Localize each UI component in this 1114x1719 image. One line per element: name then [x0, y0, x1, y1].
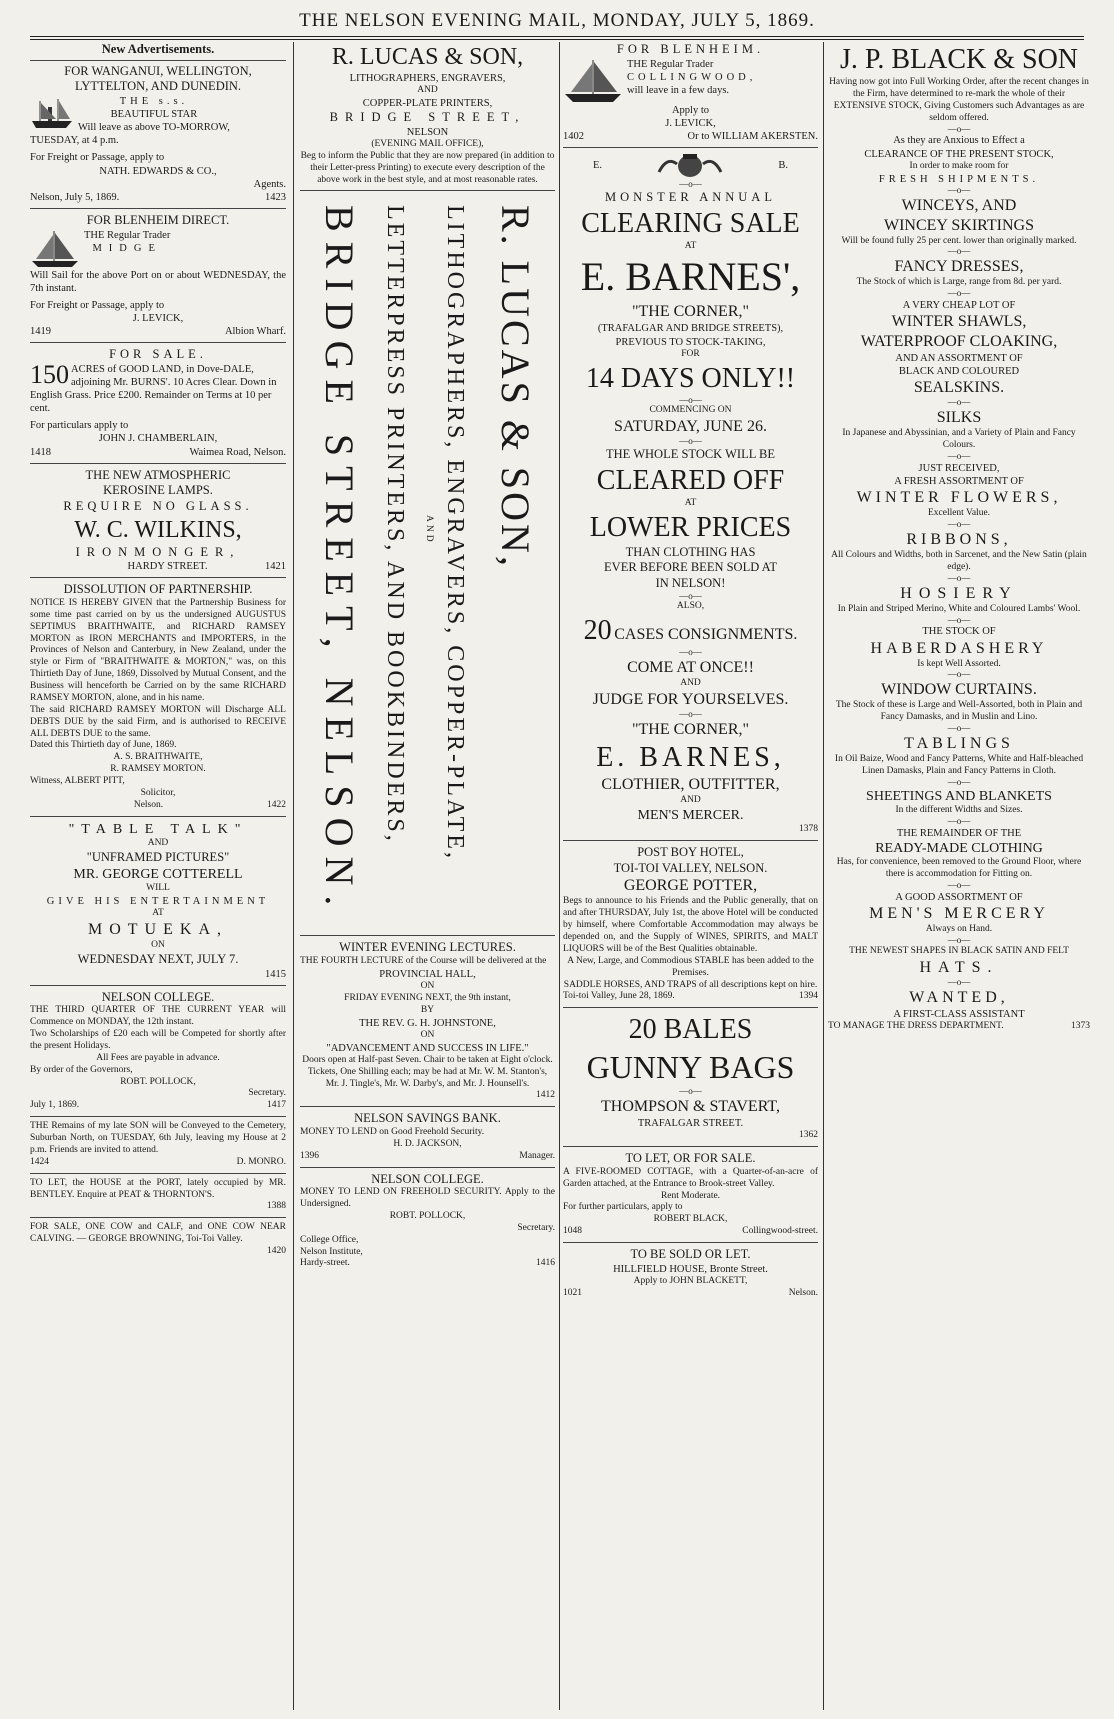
ad-gunny-bags: [563, 1012, 818, 1147]
column-4: [828, 42, 1090, 1712]
ad-line: For Freight or Passage, apply to: [30, 299, 165, 311]
divider: —o—: [947, 184, 971, 195]
ad-line: AND: [417, 85, 438, 96]
column-3: [563, 42, 818, 1712]
ad-line: A VERY CHEAP LOT OF: [902, 300, 1016, 312]
ad-heading: GIVE HIS ENTERTAINMENT: [46, 896, 270, 907]
ad-funeral: [30, 1121, 286, 1174]
signature: R. RAMSEY MORTON.: [110, 764, 206, 775]
ad-jp-black-son: [828, 42, 1090, 1037]
ad-text: MONEY TO LEND ON FREEHOLD SECURITY. Apply to the Undersigned.: [300, 1187, 555, 1209]
ad-heading: "TABLE TALK": [68, 821, 248, 837]
ad-heading: CASES CONSIGNMENTS.: [614, 626, 798, 644]
ad-text: NOTICE IS HEREBY GIVEN that the Partnership Business for some time past carried on by us the undersigned AUGUSTUS SEPTIMUS BRAITHWAITE, and RICHARD RAMSEY MORTON as IRON MERCHANTS and IMPORTERS, in the Provinces of Nelson and Canterbury, in New Zealand, under the style or Firm of "BRAITHWAITE & MORTON," was, on this Thirtieth Day of June, 1869, Dissolved by Mutual Consent, and the Business will henceforth be Carried on by the same RICHARD RAMSEY MORTON, alone, and in his name.: [30, 597, 286, 703]
ad-line: TO MANAGE THE DRESS DEPARTMENT.: [828, 1020, 1004, 1031]
vertical-line: LETTERPRESS PRINTERS, AND BOOKBINDERS,: [382, 205, 408, 845]
product-heading: MEN'S MERCERY: [869, 905, 1049, 923]
ad-heading: LYTTELTON, AND DUNEDIN.: [74, 79, 242, 94]
ad-line: THE STOCK OF: [922, 626, 996, 638]
lecturer: THE REV. G. H. JOHNSTONE,: [359, 1017, 496, 1029]
ad-line: Apply to JOHN BLACKETT,: [633, 1275, 748, 1286]
ad-heading: DISSOLUTION OF PARTNERSHIP.: [63, 582, 253, 597]
merchant-name: W. C. WILKINS,: [74, 516, 242, 543]
divider: —o—: [947, 572, 971, 583]
ad-line: Nelson.: [788, 1287, 818, 1298]
ad-line: Waimea Road, Nelson.: [189, 446, 286, 458]
initial: E.: [593, 160, 603, 172]
headline: CLEARED OFF: [596, 464, 785, 496]
ad-heading: CLOTHIER, OUTFITTER,: [601, 775, 780, 793]
big-number: 150: [30, 362, 69, 389]
ad-number: 1378: [799, 824, 818, 835]
ad-footer: [300, 1258, 555, 1270]
ad-footer: [30, 191, 286, 204]
ad-nelson-college: [30, 990, 286, 1118]
ad-line: THE NEWEST SHAPES IN BLACK SATIN AND FELT: [849, 945, 1069, 956]
firm-name: J. P. BLACK & SON: [839, 44, 1079, 75]
initial: B.: [778, 160, 788, 172]
divider: —o—: [947, 935, 971, 946]
ad-line: Apply to: [671, 104, 710, 116]
ad-number: 1421: [264, 561, 286, 573]
product-heading: FANCY DRESSES,: [894, 258, 1024, 276]
divider: —o—: [947, 669, 971, 680]
ad-date: Toi-toi Valley, June 28, 1869.: [563, 991, 675, 1002]
divider: —o—: [679, 436, 702, 447]
product-heading: WINCEYS, AND: [901, 196, 1017, 214]
agent-name: J. LEVICK,: [132, 312, 184, 324]
ad-number: 1418: [30, 446, 51, 458]
ad-heading: POST BOY HOTEL,: [637, 845, 744, 860]
ad-heading: COPPER-PLATE PRINTERS,: [362, 98, 493, 109]
ad-heading: "THE CORNER,": [631, 720, 750, 738]
headline: E. BARNES',: [580, 254, 801, 300]
ad-text: THE FOURTH LECTURE of the Course will be delivered at the: [300, 956, 547, 966]
vertical-line: R. LUCAS & SON,: [493, 205, 538, 570]
ad-line: Agents.: [253, 178, 286, 190]
product-heading: HABERDASHERY: [870, 639, 1048, 657]
ad-text: HILLFIELD HOUSE, Bronte Street.: [613, 1263, 768, 1275]
ad-heading: NELSON COLLEGE.: [101, 989, 215, 1004]
ad-cottage: [563, 1151, 818, 1243]
ad-post-boy-hotel: [563, 845, 818, 1008]
ad-number: 1362: [799, 1130, 818, 1141]
signature: D. MONRO.: [236, 1156, 286, 1167]
event-date: FRIDAY EVENING NEXT, the 9th instant,: [344, 992, 511, 1003]
ad-heading: MEN'S MERCER.: [637, 807, 744, 823]
ad-heading: COME AT ONCE!!: [627, 659, 754, 677]
sailing-ship-icon: [563, 58, 623, 104]
vertical-line: AND: [423, 515, 434, 545]
ad-heading: MONSTER ANNUAL: [605, 189, 776, 204]
ad-heading: THE NEW ATMOSPHERIC: [85, 467, 231, 482]
ad-number: 1021: [563, 1287, 582, 1298]
ad-line: By order of the Governors,: [30, 1064, 133, 1075]
ad-text: SADDLE HORSES, AND TRAPS of all descriptions kept on hire.: [563, 979, 818, 990]
ad-line: EVER BEFORE BEEN SOLD AT: [604, 560, 777, 575]
monogram-row: [563, 152, 818, 180]
ad-text: Is kept Well Assorted.: [917, 658, 1001, 669]
ad-text: A New, Large, and Commodious STABLE has been added to the Premises.: [567, 955, 814, 978]
ad-line: Solicitor,: [140, 787, 176, 798]
product-heading: WATERPROOF CLOAKING,: [860, 333, 1058, 351]
ad-savings-bank: [300, 1111, 555, 1167]
ad-text: A FIVE-ROOMED COTTAGE, with a Quarter-of-an-acre of Garden attached, at the Entrance to Brook-street Valley.: [563, 1166, 818, 1189]
ad-text: In the different Widths and Sizes.: [895, 805, 1023, 816]
ad-text: The Stock of these is Large and Well-Assorted, both in Plain and Fancy Damasks, and in Muslin and Lino.: [835, 700, 1083, 723]
ad-heading: REQUIRE NO GLASS.: [63, 498, 253, 513]
agent-name: ROBERT BLACK,: [653, 1214, 728, 1225]
ad-text: Begs to announce to his Friends and the Public generally, that on and after THURSDAY, July 1st, the above Hotel will be conducted by himself, where Comfortable Accommodation may always be depended on, and the Supply of WINES, SPIRITS, and MALT LIQUORS will be of the Best Qualities obtainable.: [563, 896, 818, 954]
ad-footer: [300, 1151, 555, 1163]
ad-line: FOR: [681, 348, 700, 359]
ad-text: Will Sail for the above Port on or about WEDNESDAY, the 7th instant.: [30, 269, 286, 294]
ad-footer: [30, 446, 286, 459]
headline: GUNNY BAGS: [586, 1049, 795, 1086]
ad-text: Two Scholarships of £20 each will be Competed for shortly after the present Holidays.: [30, 1029, 286, 1051]
ad-line: College Office,: [300, 1234, 359, 1245]
ad-line: TUESDAY, at 4 p.m.: [30, 135, 119, 147]
ad-dissolution: [30, 582, 286, 816]
ad-for-sale-land: [30, 347, 286, 464]
ad-line: COMMENCING ON: [649, 405, 732, 416]
product-heading: SEALSKINS.: [913, 379, 1005, 397]
sailing-ship-icon: [30, 229, 80, 269]
divider: —o—: [947, 519, 971, 530]
ad-line: In order to make room for: [909, 160, 1009, 171]
ad-number: 1396: [300, 1150, 319, 1161]
ship-name: MIDGE: [92, 242, 162, 254]
divider: —o—: [679, 647, 702, 658]
section-heading: New Advertisements.: [30, 42, 286, 61]
event-date: WEDNESDAY NEXT, JULY 7.: [77, 951, 239, 966]
ad-number: 1412: [536, 1090, 555, 1101]
lecture-topic: "ADVANCEMENT AND SUCCESS IN LIFE.": [326, 1042, 529, 1054]
ad-table-talk: [30, 821, 286, 986]
ad-line: NELSON: [406, 126, 449, 138]
signature: ROBT. POLLOCK,: [120, 1076, 196, 1087]
divider: —o—: [679, 709, 702, 720]
ad-text: MONEY TO LEND on Good Freehold Security.: [300, 1126, 485, 1137]
ad-footer: [30, 1100, 286, 1112]
ad-line: AND AN ASSORTMENT OF: [895, 353, 1023, 365]
product-heading: HOSIERY: [900, 584, 1018, 602]
ad-line: For further particulars, apply to: [563, 1202, 683, 1213]
agent-name: JOHN J. CHAMBERLAIN,: [98, 433, 218, 445]
ad-heading: "THE CORNER,": [631, 303, 750, 321]
ad-text: Excellent Value.: [927, 508, 991, 519]
ad-line: AND: [147, 838, 169, 849]
ship-name: COLLINGWOOD,: [627, 71, 757, 83]
ad-heading: SATURDAY, JUNE 26.: [614, 418, 767, 436]
ad-line: ON: [420, 981, 435, 991]
ad-line: Rent Moderate.: [660, 1190, 721, 1201]
ad-line: Witness, ALBERT PITT,: [30, 776, 125, 786]
ad-text: In Plain and Striped Merino, White and Coloured Lambs' Wool.: [837, 603, 1081, 614]
vertical-line: LITHOGRAPHERS, ENGRAVERS, COPPER-PLATE,: [442, 205, 468, 862]
ad-text: The said RICHARD RAMSEY MORTON will Discharge ALL DEBTS DUE by the said Firm, and is authorised to RECEIVE ALL DEBTS DUE to the same.: [30, 704, 286, 739]
column-rule: [559, 42, 560, 1710]
ad-line: A GOOD ASSORTMENT OF: [895, 892, 1023, 904]
ad-text: ACRES of GOOD LAND, in Dove-DALE, adjoining Mr. BURNS'. 10 Acres Clear. Down in English Grass. Price £200. Remainder on Terms at 10 per cent.: [30, 363, 277, 415]
ad-footer: [30, 325, 286, 338]
divider: —o—: [679, 1086, 702, 1097]
firm-name: R. LUCAS & SON,: [331, 44, 524, 70]
signature: H. D. JACKSON,: [393, 1138, 462, 1149]
ad-footer: [30, 1157, 286, 1169]
ad-barnes-sale: [563, 152, 818, 841]
ad-number: 1424: [30, 1156, 49, 1167]
ad-text: Will be found fully 25 per cent. lower than originally marked.: [841, 235, 1077, 246]
ad-line: Will leave as above TO-MORROW,: [78, 122, 230, 134]
ad-heading: FRESH SHIPMENTS.: [878, 173, 1040, 185]
vertical-line: BRIDGE STREET, NELSON.: [317, 205, 362, 916]
ad-text: All Colours and Widths, both in Sarcenet, and the New Satin (plain edge).: [831, 549, 1087, 572]
divider: —o—: [679, 179, 702, 189]
ad-heading: WANTED,: [909, 988, 1009, 1006]
masthead: THE NELSON EVENING MAIL, MONDAY, JULY 5, 1869.: [30, 10, 1084, 40]
venue: MOTUEKA,: [88, 921, 228, 938]
product-heading: TABLINGS: [904, 734, 1014, 752]
ad-body: [563, 58, 818, 104]
ad-line: Collingwood-street.: [742, 1226, 818, 1237]
column-rule: [823, 42, 824, 1710]
ad-footer: [563, 1288, 818, 1300]
headline: 14 DAYS ONLY!!: [585, 362, 796, 394]
steamship-icon: [30, 95, 74, 131]
ad-line: AT: [152, 908, 164, 919]
ad-line: THE REMAINDER OF THE: [896, 827, 1022, 839]
ad-line: AT: [684, 240, 697, 251]
divider: —o—: [947, 397, 971, 408]
ad-line: THAN CLOTHING HAS: [625, 544, 756, 559]
ad-heading: TOI-TOI VALLEY, NELSON.: [613, 860, 768, 875]
ad-line: TRAFALGAR STREET.: [637, 1118, 744, 1130]
ad-heading: NELSON SAVINGS BANK.: [354, 1111, 501, 1126]
ad-footer: [563, 130, 818, 143]
ad-text: THE Remains of my late SON will be Conveyed to the Cemetery, Suburban North, on TUESDAY, 6th July, leaving my House at 2 p.m. Friends are invited to attend.: [30, 1121, 286, 1155]
divider: —o—: [947, 123, 971, 134]
ad-heading: FOR BLENHEIM.: [616, 42, 765, 56]
ad-line: (TRAFALGAR AND BRIDGE STREETS),: [597, 323, 784, 335]
ad-line: ALSO,: [676, 601, 705, 612]
ad-line: Albion Wharf.: [224, 326, 286, 337]
ad-number: 1394: [799, 991, 818, 1002]
proprietor-name: GEORGE POTTER,: [623, 877, 758, 895]
ad-heading: CLEARANCE OF THE PRESENT STOCK,: [864, 148, 1054, 160]
ad-line: WILL: [146, 883, 170, 894]
headline: LOWER PRICES: [589, 511, 792, 543]
ad-heading: LITHOGRAPHERS, ENGRAVERS,: [349, 73, 506, 84]
ad-line: Nelson.: [133, 799, 164, 810]
ad-house-to-let: [30, 1178, 286, 1219]
ad-heading: "UNFRAMED PICTURES": [86, 850, 230, 864]
ad-winter-lectures: [300, 940, 555, 1107]
ad-line: THE Regular Trader: [627, 58, 714, 70]
ad-line: AND: [680, 794, 701, 805]
ad-date: Nelson, July 5, 1869.: [30, 191, 120, 203]
agent-name: Or to WILLIAM AKERSTEN.: [687, 130, 818, 142]
ad-number: 1415: [265, 968, 286, 980]
ad-footer: [30, 560, 286, 573]
ad-line: Manager.: [519, 1150, 555, 1161]
ad-line: Hardy-street.: [300, 1258, 350, 1269]
ad-line: Secretary.: [248, 1088, 286, 1099]
ad-footer: [30, 800, 286, 812]
ad-line: Nelson Institute,: [300, 1246, 363, 1257]
ad-heading: BRIDGE STREET,: [329, 110, 526, 125]
column-rule: [293, 42, 294, 1710]
ad-lucas-son: [300, 42, 555, 191]
ad-text: Beg to inform the Public that they are now prepared (in addition to their Letter-press Printing) to execute every description of the above work in the best style, and at most reasonable rates.: [300, 150, 555, 185]
merchant-name: THOMPSON & STAVERT,: [601, 1098, 780, 1116]
ad-line: (EVENING MAIL OFFICE),: [371, 138, 484, 149]
ad-line: Secretary.: [517, 1222, 555, 1233]
big-number: 20: [583, 615, 612, 647]
product-heading: WINTER SHAWLS,: [891, 313, 1027, 331]
ad-line: As they are Anxious to Effect a: [893, 135, 1025, 147]
ad-text: Having now got into Full Working Order, after the recent changes in the Firm, have determined to re-mark the whole of their EXTENSIVE STOCK, Giving Customers such Advantages as are seldom offered.: [829, 77, 1089, 123]
ad-number: 1373: [1071, 1020, 1090, 1031]
ad-cow-for-sale: [30, 1222, 286, 1262]
ad-heading: JUDGE FOR YOURSELVES.: [592, 691, 789, 709]
ad-heading: TO BE SOLD OR LET.: [630, 1247, 751, 1262]
performer-name: MR. GEORGE COTTERELL: [73, 866, 243, 882]
ad-date: July 1, 1869.: [30, 1100, 80, 1111]
product-heading: HATS.: [919, 958, 999, 976]
ad-line: All Fees are payable in advance.: [96, 1052, 220, 1063]
ad-blenheim-collingwood: [563, 42, 818, 148]
ad-text: Always on Hand.: [925, 924, 993, 935]
divider: —o—: [947, 815, 971, 826]
ad-number: 1417: [267, 1100, 286, 1111]
divider: —o—: [947, 288, 971, 299]
ad-line: THE Regular Trader: [84, 229, 171, 241]
ad-blenheim-direct: [30, 213, 286, 343]
ad-text: FOR SALE, ONE COW and CALF, and ONE COW NEAR CALVING. — GEORGE BROWNING, Toi-Toi Valley.: [30, 1222, 286, 1245]
divider: —o—: [947, 723, 971, 734]
divider: —o—: [679, 394, 702, 405]
ad-number: 1402: [563, 130, 584, 142]
product-heading: WINTER FLOWERS,: [856, 489, 1062, 507]
ad-line: ON: [151, 940, 165, 950]
product-heading: SILKS: [936, 409, 982, 427]
headline: [563, 613, 818, 648]
ad-number: 1419: [30, 326, 51, 337]
ad-footer: [563, 1226, 818, 1238]
ad-line: IN NELSON!: [655, 575, 726, 590]
ad-body: [30, 95, 286, 134]
ad-number: 1048: [563, 1226, 582, 1237]
ad-body: [30, 363, 286, 416]
venue: PROVINCIAL HALL,: [379, 968, 476, 980]
divider: —o—: [947, 451, 971, 462]
column-2: [300, 42, 555, 1712]
divider: —o—: [947, 246, 971, 257]
column-1: [30, 42, 286, 1712]
product-heading: WINCEY SKIRTINGS: [884, 216, 1034, 234]
ad-heading: IRONMONGER,: [75, 544, 241, 559]
ad-heading: FOR SALE.: [109, 347, 207, 362]
ad-line: THE s.s.: [119, 95, 189, 107]
crest-icon: [655, 152, 725, 180]
ad-number: 1388: [267, 1201, 286, 1212]
ad-college-loans: [300, 1172, 555, 1275]
ad-line: For Freight or Passage, apply to: [30, 152, 165, 164]
ad-text: THE THIRD QUARTER OF THE CURRENT YEAR will Commence on MONDAY, the 12th instant.: [30, 1005, 286, 1028]
ad-text: TO LET, the HOUSE at the PORT, lately occupied by MR. BENTLEY. Enquire at PEAT & THORNTON'S.: [30, 1177, 286, 1200]
ad-line: BLACK AND COLOURED: [898, 366, 1020, 378]
ad-line: JUST RECEIVED,: [918, 462, 1000, 474]
ad-heading: FOR BLENHEIM DIRECT.: [86, 212, 230, 227]
ship-name: BEAUTIFUL STAR: [110, 109, 198, 120]
product-heading: SHEETINGS AND BLANKETS: [866, 788, 1052, 804]
divider: —o—: [947, 880, 971, 891]
product-heading: WINDOW CURTAINS.: [881, 681, 1037, 699]
ad-text: In Japanese and Abyssinian, and a Variety of Plain and Fancy Colours.: [842, 428, 1076, 451]
ad-footer: [828, 1021, 1090, 1033]
ad-line: HARDY STREET.: [127, 561, 208, 573]
ad-text: The Stock of which is Large, range from 8d. per yard.: [856, 277, 1062, 288]
ad-number: 1420: [267, 1246, 286, 1256]
divider: —o—: [947, 614, 971, 625]
ad-number: 1422: [266, 799, 286, 810]
signature: A. S. BRAITHWAITE,: [113, 752, 203, 763]
ad-heading: THE WHOLE STOCK WILL BE: [606, 447, 775, 462]
ad-number: 1423: [265, 191, 286, 203]
ad-line: ON: [420, 1029, 435, 1040]
agent-name: J. LEVICK,: [665, 117, 716, 129]
vertical-advertisement: [300, 195, 555, 936]
product-heading: READY-MADE CLOTHING: [875, 840, 1043, 856]
ad-line: AT: [684, 497, 697, 508]
ad-hillfield: [563, 1247, 818, 1304]
divider: —o—: [947, 976, 971, 987]
ad-heading: NELSON COLLEGE.: [371, 1171, 484, 1186]
ad-heading: TO LET, OR FOR SALE.: [625, 1151, 756, 1166]
ad-line: For particulars apply to: [30, 420, 129, 432]
ad-text: Tickets, One Shilling each; may be had at Mr. W. M. Stanton's, Mr. J. Tingle's, Mr. W. Darby's, and Mr. J. Hounsell's.: [307, 1066, 548, 1089]
ad-kerosine-lamps: [30, 468, 286, 579]
ad-footer: [563, 991, 818, 1003]
headline: CLEARING SALE: [581, 207, 800, 239]
ad-heading: A FIRST-CLASS ASSISTANT: [893, 1008, 1025, 1020]
ad-heading: KEROSINE LAMPS.: [103, 483, 213, 498]
product-heading: RIBBONS,: [906, 530, 1012, 548]
divider: —o—: [947, 776, 971, 787]
ad-body: [30, 229, 286, 269]
headline: 20 BALES: [628, 1014, 753, 1046]
ad-line: PREVIOUS TO STOCK-TAKING,: [615, 336, 766, 348]
ad-heading: FOR WANGANUI, WELLINGTON,: [64, 63, 252, 78]
ad-number: 1416: [536, 1258, 555, 1269]
ad-wanganui: [30, 64, 286, 209]
ad-line: A FRESH ASSORTMENT OF: [894, 476, 1024, 488]
ad-text: Has, for convenience, been removed to the Ground Floor, where there is accommodation for Fitting on.: [836, 857, 1082, 880]
ad-line: Dated this Thirtieth day of June, 1869.: [30, 740, 177, 751]
agent-name: NATH. EDWARDS & CO.,: [99, 165, 217, 177]
signature: ROBT. POLLOCK,: [389, 1210, 466, 1221]
headline: E. BARNES,: [596, 741, 785, 773]
ad-line: will leave in a few days.: [627, 84, 730, 96]
ad-line: AND: [680, 678, 701, 689]
ad-line: BY: [420, 1004, 435, 1015]
ad-text: In Oil Baize, Wood and Fancy Patterns, White and Half-bleached Linen Damasks, Plain and Fancy Patterns in Cloth.: [834, 753, 1084, 776]
divider: —o—: [679, 590, 702, 601]
ad-heading: WINTER EVENING LECTURES.: [339, 940, 516, 955]
ad-text: Doors open at Half-past Seven. Chair to be taken at Eight o'clock.: [302, 1054, 553, 1065]
